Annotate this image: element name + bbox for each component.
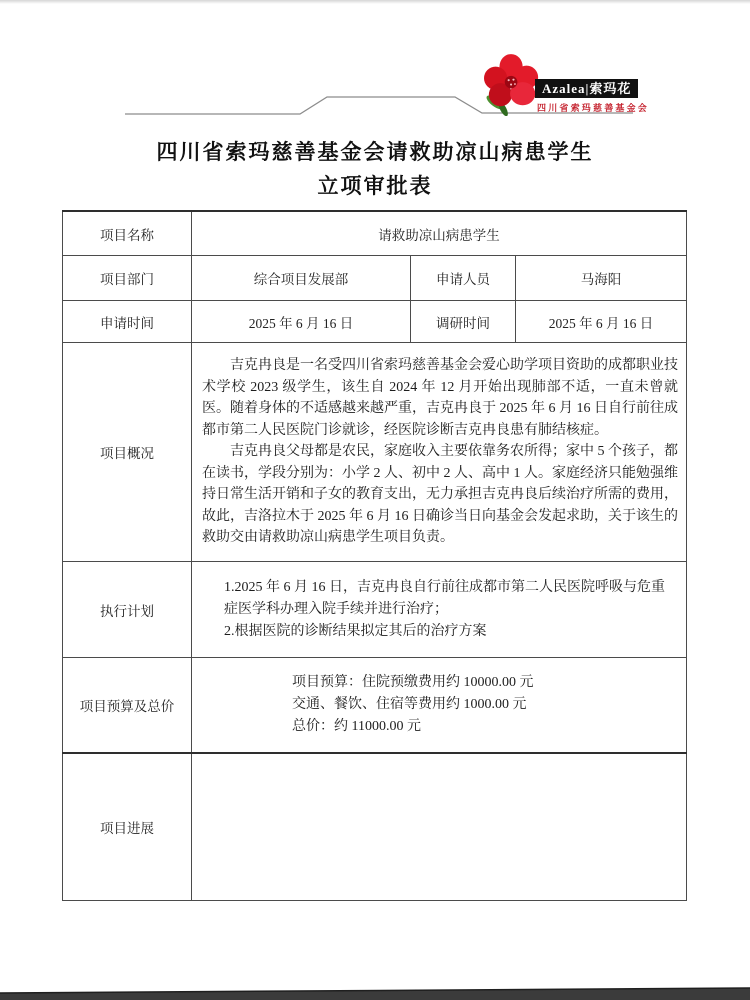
applicant-label: 申请人员 [411, 256, 516, 301]
plan-line-1: 1.2025 年 6 月 16 日，吉克冉良自行前往成都市第二人民医院呼吸与危重症医学科办理入院手续并进行治疗； [224, 579, 665, 617]
budget-line-1: 项目预算：住院预缴费用约 10000.00 元 [292, 675, 534, 690]
row-project-name [63, 211, 687, 256]
row-dates [63, 301, 687, 343]
progress-content [192, 753, 687, 901]
row-overview [63, 343, 687, 562]
survey-time-label: 调研时间 [411, 301, 516, 343]
budget-content [192, 658, 687, 754]
apply-time-value: 2025 年 6 月 16 日 [192, 301, 411, 343]
budget-line-3: 总价：约 11000.00 元 [292, 719, 421, 734]
apply-time-label: 申请时间 [63, 301, 192, 343]
department-label: 项目部门 [63, 256, 192, 301]
overview-paragraph-1: 吉克冉良是一名受四川省索玛慈善基金会爱心助学项目资助的成都职业技术学校 2023 级学生，该生自 2024 年 12 月开始出现肺部不适，一直未曾就医。随着身体的不适感越来越严重，吉克冉良于 2025 年 6 月 16 日自行前往成都市第二人民医院门诊就诊，经医院诊断吉克冉良患有肺结核症。 [202, 358, 678, 438]
plan-line-2: 2.根据医院的诊断结果拟定其后的治疗方案 [224, 623, 487, 639]
row-department-applicant [63, 256, 687, 301]
foundation-logo [484, 54, 654, 118]
plan-label: 执行计划 [63, 562, 192, 658]
project-name-value: 请救助凉山病患学生 [192, 211, 687, 256]
row-plan [63, 562, 687, 658]
row-budget [63, 658, 687, 754]
document-title-line2: 立项审批表 [317, 174, 433, 198]
logo-brand-text: Azalea|索玛花 [535, 79, 638, 98]
row-progress [63, 753, 687, 901]
applicant-value: 马海阳 [516, 256, 687, 301]
survey-time-value: 2025 年 6 月 16 日 [516, 301, 687, 343]
progress-label: 项目进展 [63, 753, 192, 901]
logo-org-text: 四川省索玛慈善基金会 [537, 103, 650, 113]
plan-content [192, 562, 687, 658]
overview-content [192, 343, 687, 562]
department-value: 综合项目发展部 [192, 256, 411, 301]
approval-form-table [62, 210, 687, 901]
overview-paragraph-2: 吉克冉良父母都是农民，家庭收入主要依靠务农所得；家中 5 个孩子，都在读书，学段分别为：小学 2 人、初中 2 人、高中 1 人。家庭经济只能勉强维持日常生活开销和子女的教育支出，无力承担吉克冉良后续治疗所需的费用，故此，吉洛拉木于 2025 年 6 月 16 日确诊当日向基金会发起求助，关于该生的救助交由请救助凉山病患学生项目负责。 [202, 444, 678, 545]
budget-label: 项目预算及总价 [63, 658, 192, 754]
document-title-line1: 四川省索玛慈善基金会请救助凉山病患学生 [156, 140, 594, 164]
budget-line-2: 交通、餐饮、住宿等费用约 1000.00 元 [292, 697, 527, 712]
scan-edge-bottom [0, 986, 750, 1000]
overview-label: 项目概况 [63, 343, 192, 562]
azalea-flower-icon [484, 54, 542, 116]
project-name-label: 项目名称 [63, 211, 192, 256]
